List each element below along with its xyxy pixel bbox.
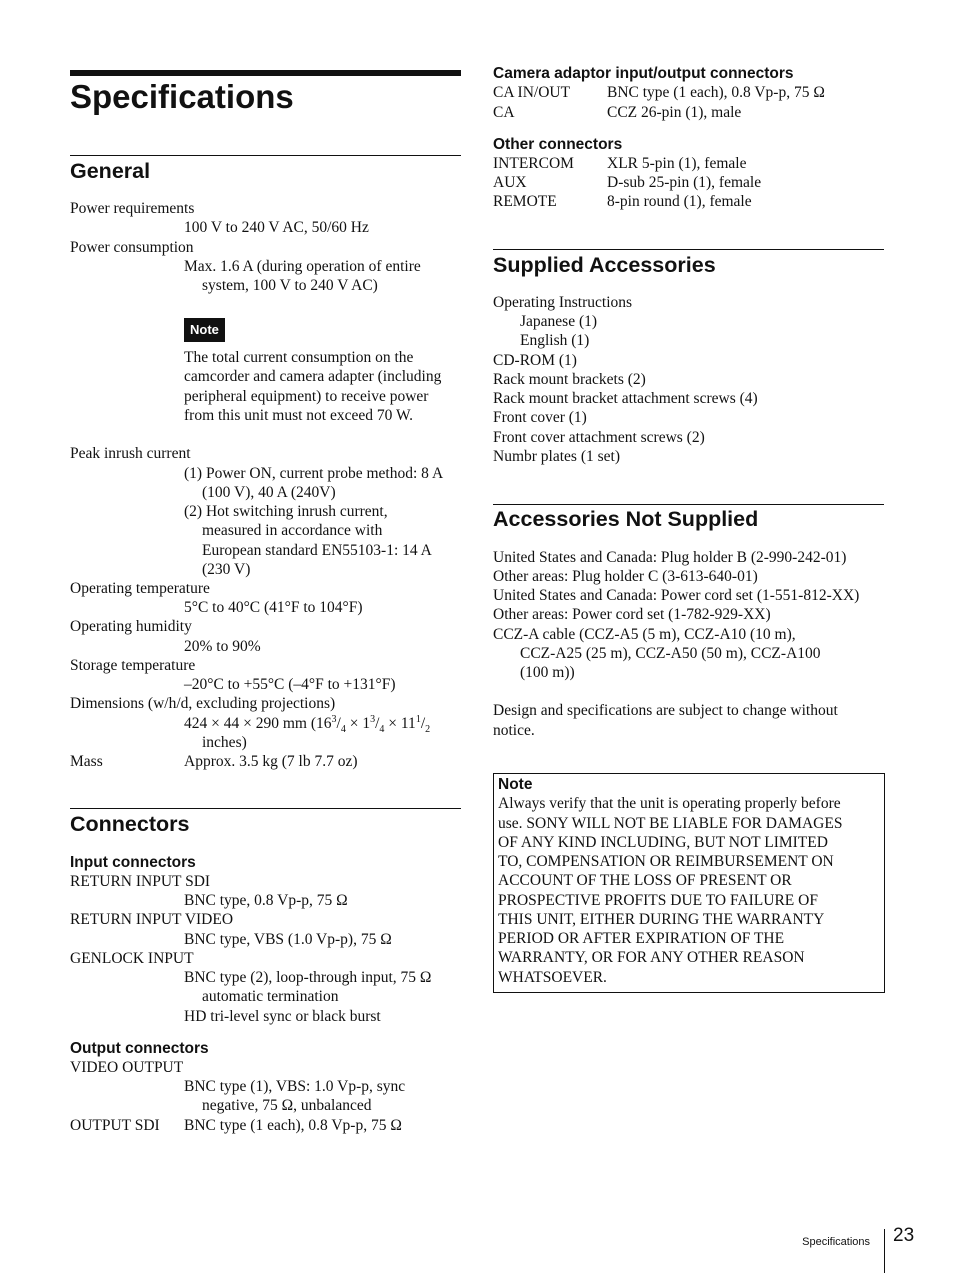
spec-label: Power consumption — [70, 239, 194, 256]
other-connectors-heading: Other connectors — [493, 136, 623, 153]
warning-line: WARRANTY, OR FOR ANY OTHER REASON — [498, 949, 805, 966]
spec-value: BNC type (2), loop-through input, 75 Ω — [184, 969, 432, 986]
list-item: United States and Canada: Plug holder B (2-990-242-01) — [493, 549, 847, 566]
spec-label: Peak inrush current — [70, 445, 191, 462]
page-title: Specifications — [70, 78, 294, 115]
warning-line: ACCOUNT OF THE LOSS OF PRESENT OR — [498, 872, 792, 889]
supplied-accessories-heading: Supplied Accessories — [493, 253, 716, 277]
spec-label: VIDEO OUTPUT — [70, 1059, 184, 1076]
spec-value: negative, 75 Ω, unbalanced — [202, 1097, 372, 1114]
warning-line: PERIOD OR AFTER EXPIRATION OF THE — [498, 930, 785, 947]
connectors-heading: Connectors — [70, 812, 190, 836]
spec-label: INTERCOM — [493, 155, 574, 172]
spec-label: RETURN INPUT VIDEO — [70, 911, 234, 928]
spec-value: CCZ 26-pin (1), male — [607, 104, 742, 121]
not-supplied-heading: Accessories Not Supplied — [493, 507, 759, 531]
camera-adaptor-heading: Camera adaptor input/output connectors — [493, 65, 794, 82]
spec-value: –20°C to +55°C (–4°F to +131°F) — [184, 676, 396, 693]
warning-line: use. SONY WILL NOT BE LIABLE FOR DAMAGES — [498, 815, 843, 832]
spec-value: 8-pin round (1), female — [607, 193, 752, 210]
spec-value: BNC type, 0.8 Vp-p, 75 Ω — [184, 892, 348, 909]
spec-value: BNC type, VBS (1.0 Vp-p), 75 Ω — [184, 931, 392, 948]
section-rule — [70, 808, 461, 809]
spec-label: CA — [493, 104, 515, 121]
body-text: notice. — [493, 722, 535, 739]
spec-label: Mass — [70, 753, 103, 770]
list-item: CCZ-A25 (25 m), CCZ-A50 (50 m), CCZ-A100 — [520, 645, 821, 662]
warning-line: TO, COMPENSATION OR REIMBURSEMENT ON — [498, 853, 834, 870]
spec-value: (2) Hot switching inrush current, — [184, 503, 388, 520]
note-text: from this unit must not exceed 70 W. — [184, 407, 414, 424]
spec-value: measured in accordance with — [202, 522, 383, 539]
list-item: (100 m)) — [520, 664, 575, 681]
spec-label: CA IN/OUT — [493, 84, 571, 101]
warning-line: PROSPECTIVE PROFITS DUE TO FAILURE OF — [498, 892, 818, 909]
list-item: Rack mount bracket attachment screws (4) — [493, 390, 758, 407]
spec-label: GENLOCK INPUT — [70, 950, 194, 967]
note-text: camcorder and camera adapter (including — [184, 368, 442, 385]
list-item: Front cover (1) — [493, 409, 587, 426]
list-item: English (1) — [520, 332, 590, 349]
note-text: The total current consumption on the — [184, 349, 414, 366]
spec-value: (100 V), 40 A (240V) — [202, 484, 336, 501]
note-badge: Note — [184, 318, 225, 342]
page-number: 23 — [893, 1225, 915, 1246]
spec-value: BNC type (1), VBS: 1.0 Vp-p, sync — [184, 1078, 406, 1095]
spec-label: Operating temperature — [70, 580, 210, 597]
spec-value: inches) — [202, 734, 247, 751]
spec-label: RETURN INPUT SDI — [70, 873, 211, 890]
list-item: CD-ROM (1) — [493, 352, 577, 369]
list-item: United States and Canada: Power cord set (1-551-812-XX) — [493, 587, 860, 604]
list-item: Japanese (1) — [520, 313, 598, 330]
spec-value: automatic termination — [202, 988, 339, 1005]
spec-value: 5°C to 40°C (41°F to 104°F) — [184, 599, 363, 616]
body-text: Design and specifications are subject to change without — [493, 702, 838, 719]
spec-value: (230 V) — [202, 561, 251, 578]
warning-line: OF ANY KIND INCLUDING, BUT NOT LIMITED — [498, 834, 828, 851]
spec-label: Storage temperature — [70, 657, 196, 674]
spec-value: system, 100 V to 240 V AC) — [202, 277, 378, 294]
spec-value: BNC type (1 each), 0.8 Vp-p, 75 Ω — [607, 84, 825, 101]
warning-line: Always verify that the unit is operating properly before — [498, 795, 841, 812]
list-item: Other areas: Power cord set (1-782-929-XX) — [493, 606, 771, 623]
spec-value: 100 V to 240 V AC, 50/60 Hz — [184, 219, 369, 236]
footer-section-label: Specifications — [802, 1236, 870, 1248]
spec-label: AUX — [493, 174, 527, 191]
general-heading: General — [70, 159, 151, 183]
spec-value: European standard EN55103-1: 14 A — [202, 542, 432, 559]
output-connectors-heading: Output connectors — [70, 1040, 209, 1057]
list-item: Rack mount brackets (2) — [493, 371, 646, 388]
spec-value: Max. 1.6 A (during operation of entire — [184, 258, 421, 275]
warning-line: WHATSOEVER. — [498, 969, 607, 986]
warning-line: THIS UNIT, EITHER DURING THE WARRANTY — [498, 911, 825, 928]
spec-value: (1) Power ON, current probe method: 8 A — [184, 465, 444, 482]
list-item: CCZ-A cable (CCZ-A5 (5 m), CCZ-A10 (10 m), — [493, 626, 796, 643]
spec-label: Power requirements — [70, 200, 195, 217]
section-rule — [70, 155, 461, 156]
section-rule — [493, 504, 884, 505]
spec-label: REMOTE — [493, 193, 557, 210]
spec-value: D-sub 25-pin (1), female — [607, 174, 762, 191]
spec-value: HD tri-level sync or black burst — [184, 1008, 381, 1025]
spec-label: OUTPUT SDI — [70, 1117, 160, 1134]
list-item: Operating Instructions — [493, 294, 633, 311]
list-item: Front cover attachment screws (2) — [493, 429, 705, 446]
list-item: Numbr plates (1 set) — [493, 448, 620, 465]
spec-value: XLR 5-pin (1), female — [607, 155, 747, 172]
spec-value: BNC type (1 each), 0.8 Vp-p, 75 Ω — [184, 1117, 402, 1134]
footer-rule — [884, 1229, 885, 1273]
spec-label: Dimensions (w/h/d, excluding projections) — [70, 695, 336, 712]
list-item: Other areas: Plug holder C (3-613-640-01) — [493, 568, 758, 585]
spec-value-dimensions: 424 × 44 × 290 mm ($16^3/_4 \times 1^3/_4 \times 11^1/_2$ — [184, 713, 431, 736]
note-text: peripheral equipment) to receive power — [184, 388, 429, 405]
input-connectors-heading: Input connectors — [70, 854, 196, 871]
spec-label: Operating humidity — [70, 618, 192, 635]
warning-note-title: Note — [498, 776, 533, 793]
spec-value: Approx. 3.5 kg (7 lb 7.7 oz) — [184, 753, 358, 770]
section-rule — [493, 249, 884, 250]
spec-value: 20% to 90% — [184, 638, 261, 655]
